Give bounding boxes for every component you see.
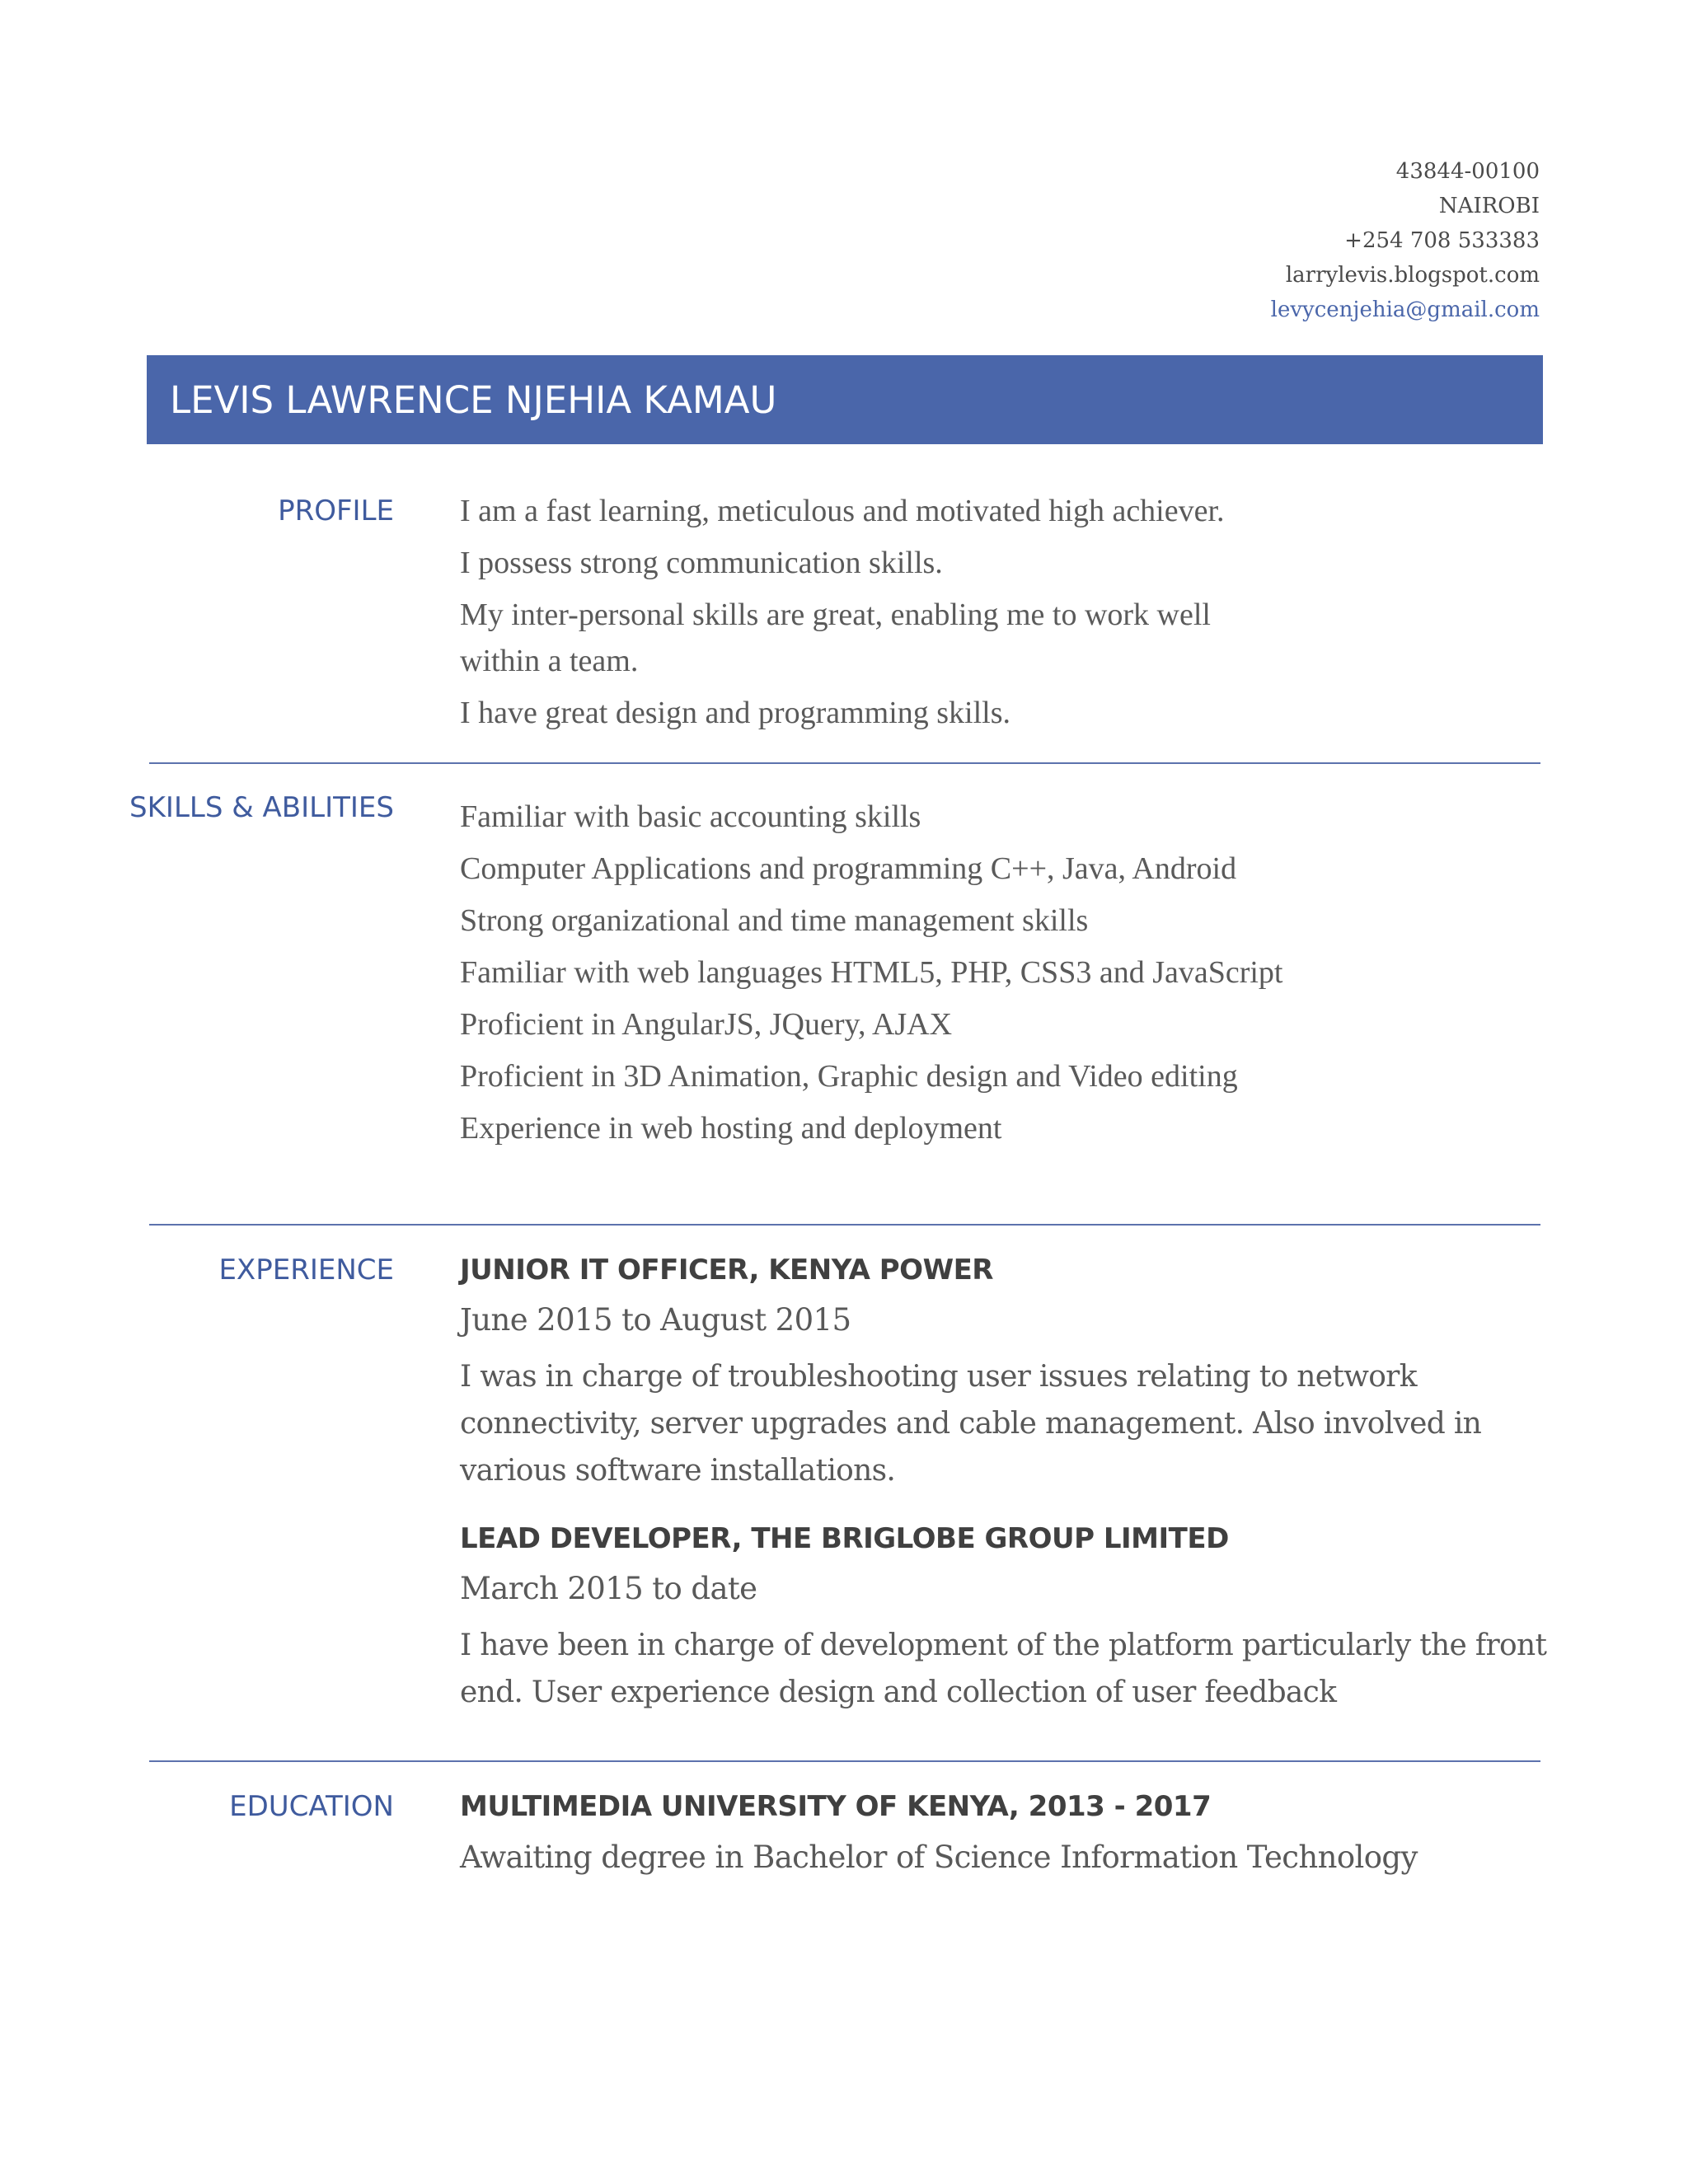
skill-item: Computer Applications and programming C++, Java, Android [460, 851, 1237, 886]
job-title: LEAD DEVELOPER, THE BRIGLOBE GROUP LIMITED [460, 1522, 1229, 1555]
section-divider [149, 1760, 1540, 1762]
section-label-skills: SKILLS & ABILITIES [129, 791, 394, 824]
job-title: JUNIOR IT OFFICER, KENYA POWER [460, 1254, 993, 1286]
section-divider [149, 762, 1540, 764]
profile-line: within a team. [460, 644, 639, 678]
education-entry [460, 1790, 1540, 1823]
job-description [460, 1622, 1547, 1716]
section-label-experience: EXPERIENCE [218, 1254, 394, 1286]
full-name: LEVIS LAWRENCE NJEHIA KAMAU [170, 377, 777, 422]
job-dates: March 2015 to date [460, 1571, 757, 1606]
contact-email-link[interactable]: levycenjehia@gmail.com [1270, 298, 1540, 322]
section-label-profile: PROFILE [278, 494, 394, 527]
section-divider [149, 1224, 1540, 1226]
skill-item: Proficient in 3D Animation, Graphic design and Video editing [460, 1059, 1238, 1094]
job-description-line: end. User experience design and collection of user feedback [460, 1675, 1337, 1709]
skills-section [460, 791, 1540, 1155]
contact-city: NAIROBI [1438, 194, 1540, 218]
skill-item: Experience in web hosting and deployment [460, 1111, 1002, 1146]
profile-line: I am a fast learning, meticulous and motivated high achiever. [460, 494, 1225, 528]
job-entry [460, 1254, 1540, 1286]
profile-line: My inter-personal skills are great, enabling me to work well [460, 598, 1211, 632]
section-label-education: EDUCATION [229, 1790, 394, 1823]
contact-phone: +254 708 533383 [1344, 228, 1540, 253]
job-description-line: I have been in charge of development of the platform particularly the front [460, 1629, 1547, 1662]
job-description-line: connectivity, server upgrades and cable management. Also involved in [460, 1407, 1482, 1441]
contact-block [1271, 154, 1540, 327]
education-school: MULTIMEDIA UNIVERSITY OF KENYA, 2013 - 2017 [460, 1790, 1212, 1823]
job-dates: June 2015 to August 2015 [460, 1302, 851, 1338]
education-detail: Awaiting degree in Bachelor of Science Information Technology [460, 1840, 1418, 1875]
job-entry [460, 1522, 1540, 1555]
job-description-line: I was in charge of troubleshooting user issues relating to network [460, 1360, 1417, 1394]
profile-line: I have great design and programming skills. [460, 696, 1011, 730]
profile-line: I possess strong communication skills. [460, 546, 943, 580]
skill-item: Familiar with web languages HTML5, PHP, CSS3 and JavaScript [460, 955, 1283, 990]
contact-postal: 43844-00100 [1395, 159, 1540, 184]
skill-item: Strong organizational and time management skills [460, 903, 1089, 938]
contact-website[interactable]: larrylevis.blogspot.com [1285, 263, 1540, 288]
job-description [460, 1353, 1540, 1494]
job-dates-wrap [460, 1302, 1540, 1338]
education-detail-wrap [460, 1840, 1540, 1875]
job-description-line: various software installations. [460, 1454, 896, 1488]
job-dates-wrap [460, 1571, 1540, 1606]
name-banner [147, 355, 1543, 444]
skill-item: Proficient in AngularJS, JQuery, AJAX [460, 1007, 953, 1042]
profile-section [460, 488, 1540, 736]
skill-item: Familiar with basic accounting skills [460, 799, 921, 834]
